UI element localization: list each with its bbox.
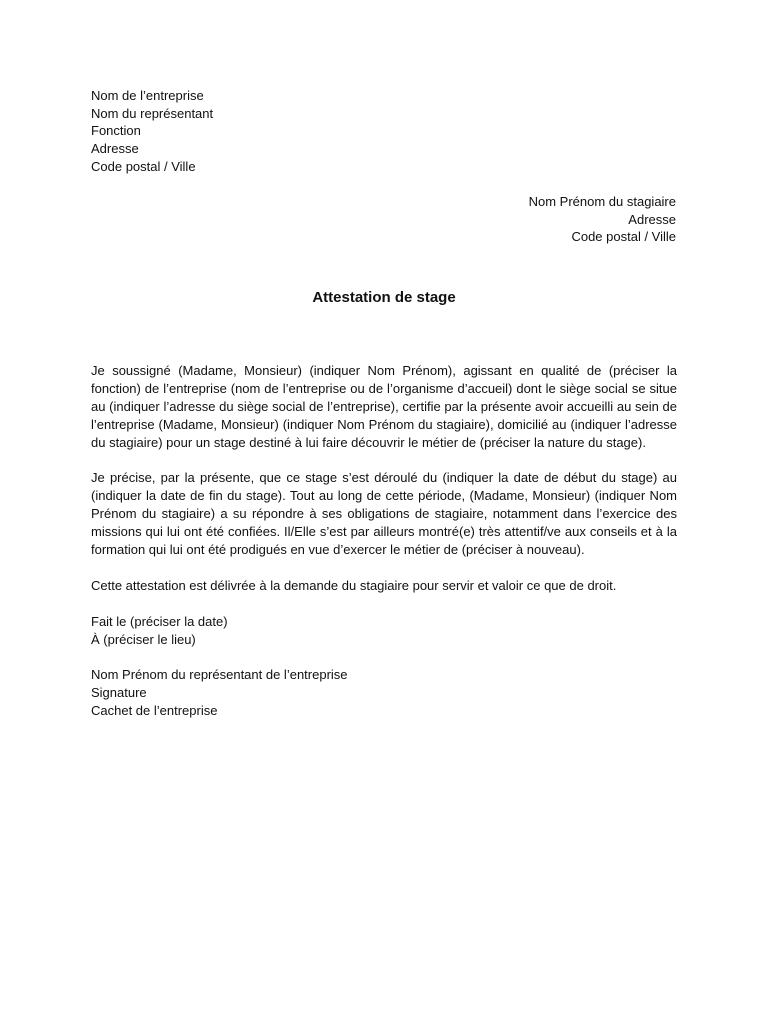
sender-representative-name: Nom du représentant [91,105,214,121]
sender-function: Fonction [91,123,141,139]
document-body [91,362,677,738]
body-paragraph-intro: Je soussigné (Madame, Monsieur) (indiquer Nom Prénom), agissant en qualité de (préciser la fonction) de l’entreprise (nom de l’entreprise ou de l’organisme d’accueil) dont le siège social se situe au (indiquer l’adresse du siège social de l’entreprise), certifie par la présente avoir accueilli au sein de l’entreprise (Madame, Monsieur) (indiquer Nom Prénom du stagiaire), domicilié au (indiquer l’adresse du stagiaire) pour un stage destiné à lui faire découvrir le métier de (préciser la nature du stage). [91,363,677,450]
sender-company-name: Nom de l’entreprise [91,88,204,103]
signature-block [91,666,677,720]
body-paragraph-details: Je précise, par la présente, que ce stage s’est déroulé du (indiquer la date de début du stage) au (indiquer la date de fin du stage). Tout au long de cette période, (Madame, Monsieur) (indiquer Nom Prénom du stagiaire) a su répondre à ses obligations de stagiaire, notamment dans l’exercice des missions qui lui ont été confiées. Il/Elle s’est par ailleurs montré(e) très attentif/ve aux conseils et à la formation qui lui ont été prodigués en vue d’exercer le métier de (préciser à nouveau). [91,470,677,558]
document-title: Attestation de stage [312,289,456,306]
recipient-address-block [529,193,676,246]
signatory-name: Nom Prénom du représentant de l’entreprise [91,667,348,683]
signature-label: Signature [91,685,147,701]
recipient-name: Nom Prénom du stagiaire [528,194,676,209]
body-paragraph-closing: Cette attestation est délivrée à la demande du stagiaire pour servir et valoir ce que de droit. [91,577,617,593]
company-stamp-label: Cachet de l’entreprise [91,703,218,719]
place-date-block [91,613,677,649]
sender-postal-city: Code postal / Ville [91,158,196,174]
date-line: Fait le (préciser la date) [91,613,228,629]
place-line: À (préciser le lieu) [91,631,196,647]
recipient-postal-city: Code postal / Ville [571,229,676,245]
sender-address: Adresse [91,141,139,157]
sender-address-block [91,87,213,176]
recipient-address: Adresse [628,211,676,227]
